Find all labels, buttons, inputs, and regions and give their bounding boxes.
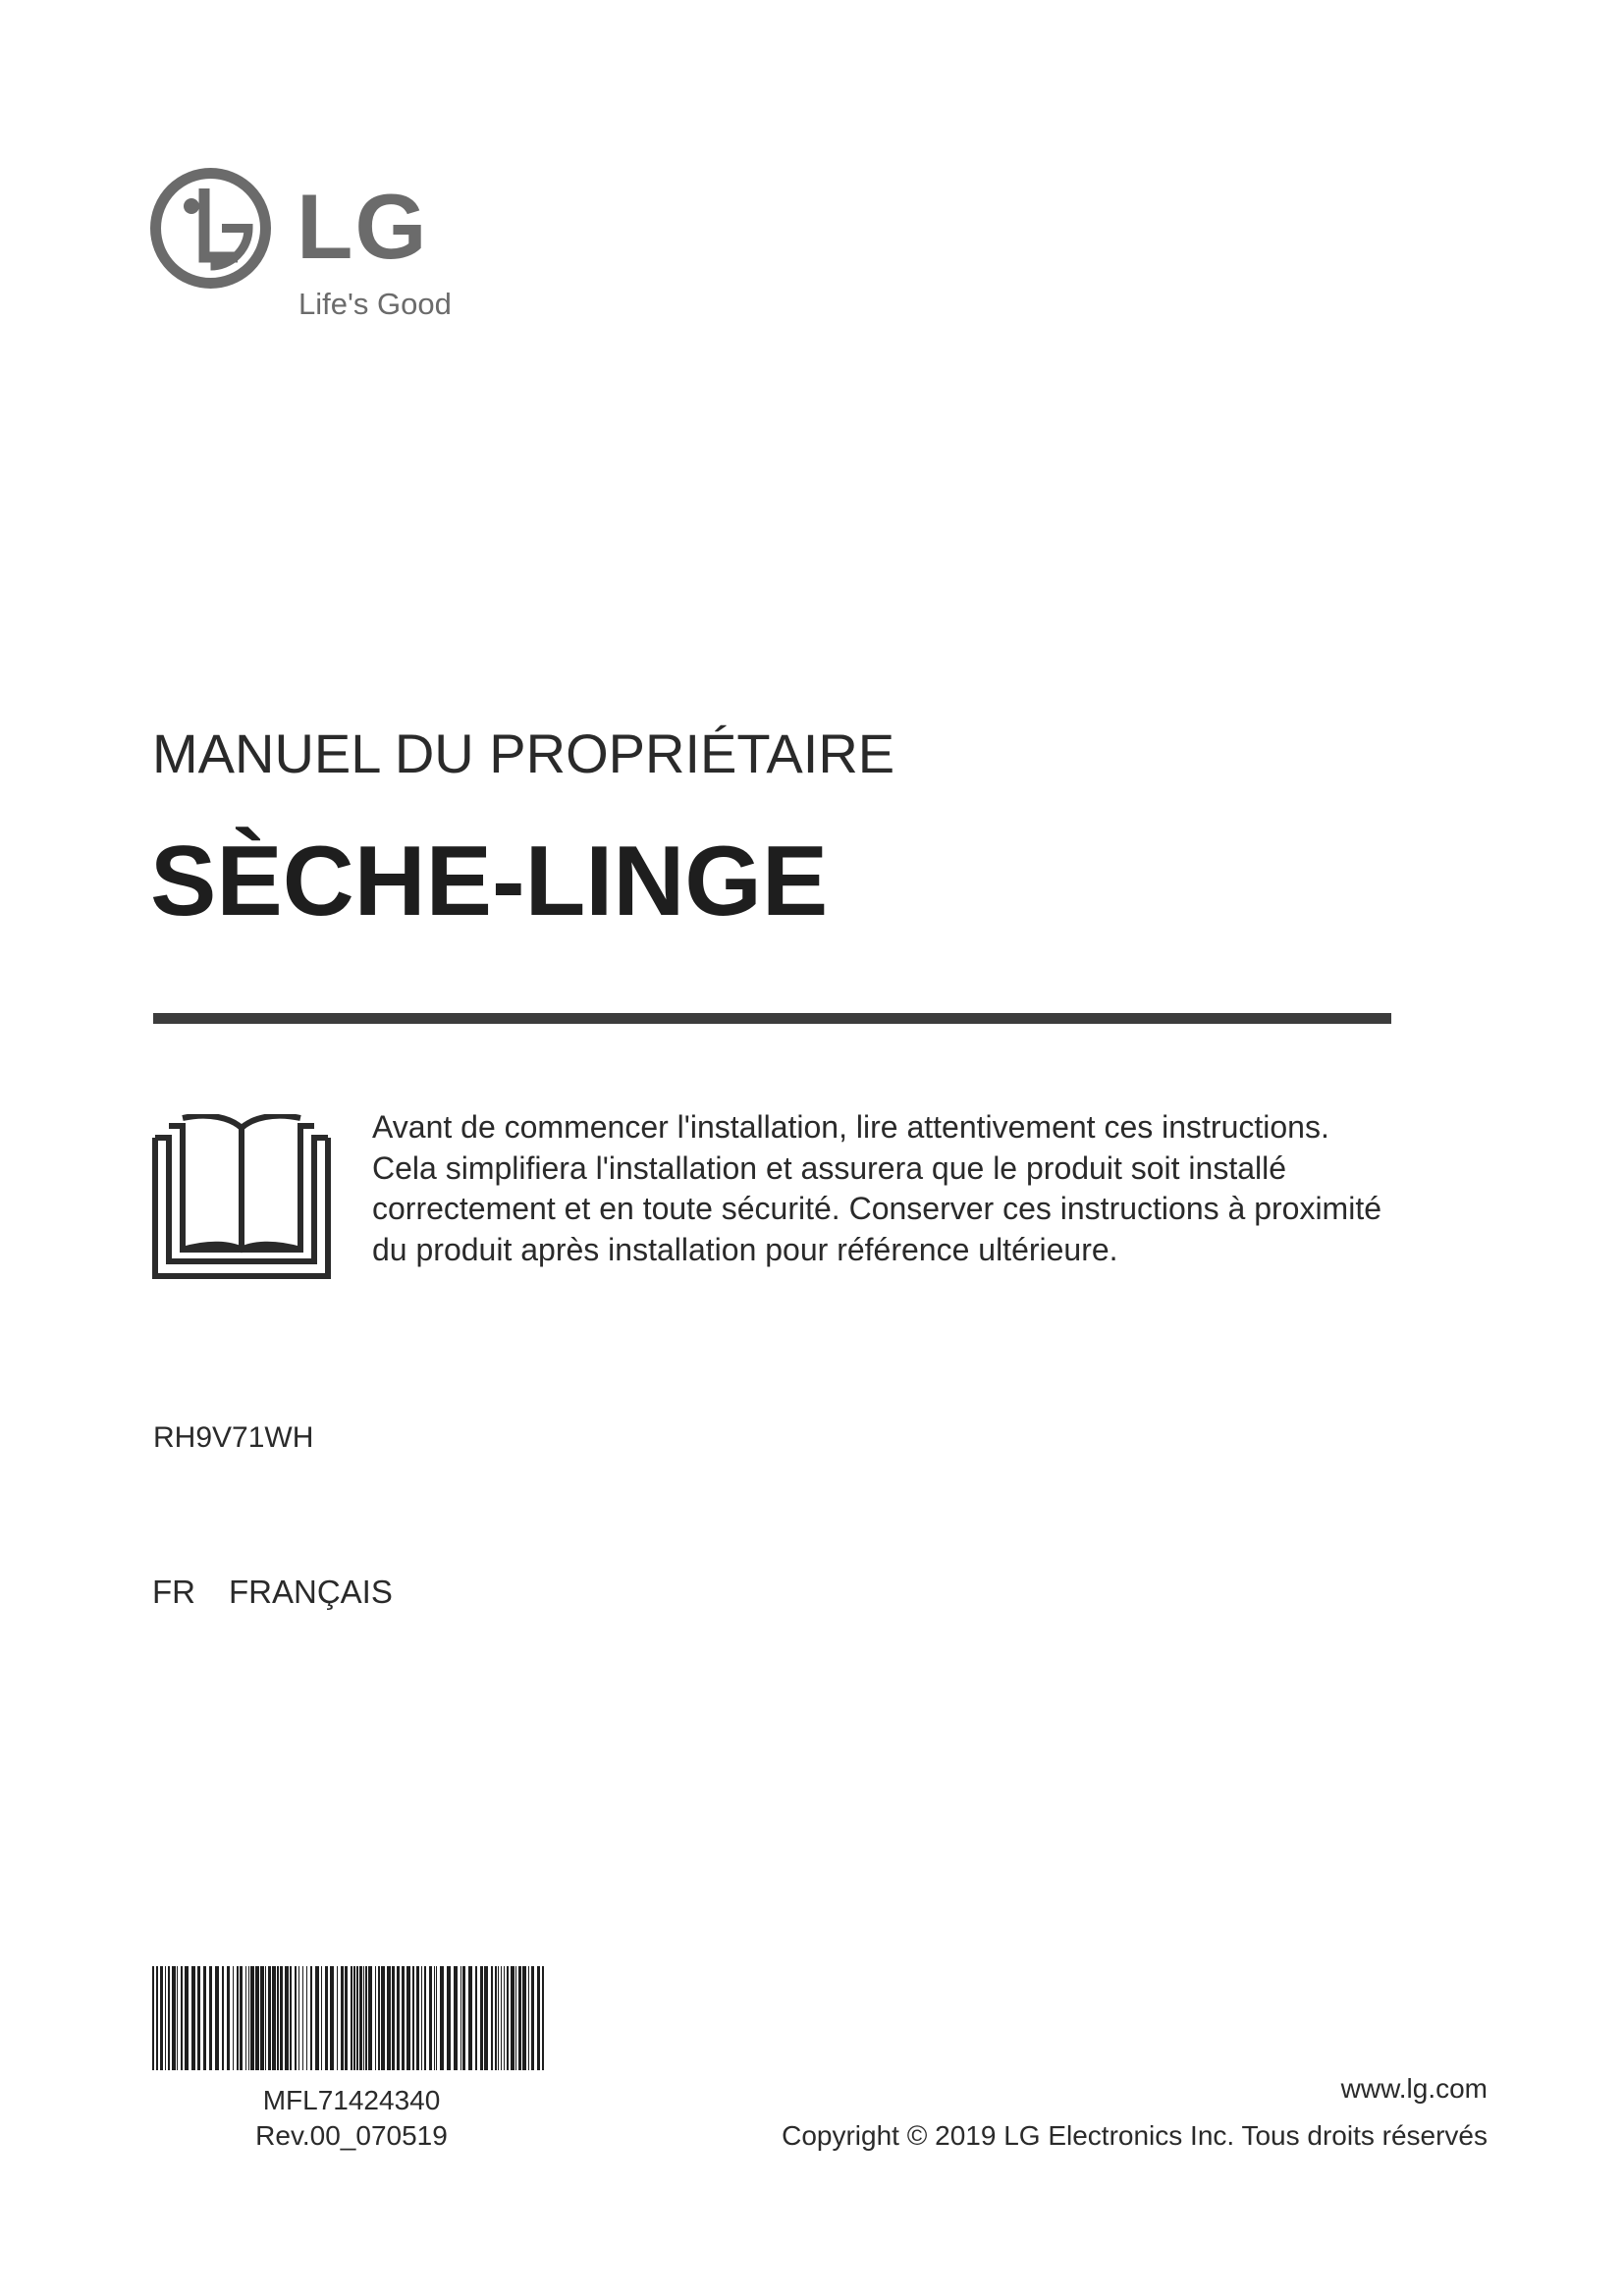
- barcode-bar: [387, 1966, 391, 2070]
- barcode-bar: [168, 1966, 170, 2070]
- barcode-bar: [177, 1966, 178, 2070]
- barcode-bar: [315, 1966, 319, 2070]
- barcode-bar: [537, 1966, 540, 2070]
- barcode-bar: [268, 1966, 271, 2070]
- barcode-bar: [298, 1966, 299, 2070]
- barcode-bar: [330, 1966, 334, 2070]
- barcode-bar: [353, 1966, 355, 2070]
- barcode-bar: [356, 1966, 358, 2070]
- intro-paragraph: [372, 1107, 1482, 1270]
- barcode-bar: [265, 1966, 266, 2070]
- barcode-bar: [504, 1966, 505, 2070]
- barcode-bar: [181, 1966, 183, 2070]
- barcode-bar: [209, 1966, 212, 2070]
- barcode-bar: [365, 1966, 367, 2070]
- barcode-bar: [215, 1966, 219, 2070]
- barcode-bar: [392, 1966, 395, 2070]
- barcode-bar: [191, 1966, 195, 2070]
- barcode-bar: [337, 1966, 338, 2070]
- barcode-bar: [160, 1966, 163, 2070]
- barcode-bar: [359, 1966, 362, 2070]
- barcode-bar: [436, 1966, 437, 2070]
- barcode-bar: [518, 1966, 521, 2070]
- title-divider: [153, 1013, 1391, 1024]
- barcode-bar: [233, 1966, 234, 2070]
- barcode-bar: [406, 1966, 410, 2070]
- intro-line: Cela simplifiera l'installation et assurera que le produit soit installé: [372, 1149, 1287, 1186]
- barcode-bar: [250, 1966, 254, 2070]
- barcode-bar: [345, 1966, 348, 2070]
- barcode-bar: [507, 1966, 509, 2070]
- barcode-bar: [172, 1966, 176, 2070]
- barcode-bar: [484, 1966, 488, 2070]
- barcode-bar: [222, 1966, 224, 2070]
- barcode-bar: [285, 1966, 289, 2070]
- part-number: MFL71424340: [262, 2085, 441, 2115]
- barcode-icon: [152, 1966, 547, 2070]
- model-number: RH9V71WH: [153, 1421, 314, 1454]
- barcode-bar: [381, 1966, 385, 2070]
- barcode-bar: [402, 1966, 405, 2070]
- revision-code: Rev.00_070519: [255, 2120, 448, 2151]
- barcode-bar: [227, 1966, 230, 2070]
- barcode-bar: [325, 1966, 328, 2070]
- lg-logo: [149, 167, 463, 329]
- intro-line: correctement et en toute sécurité. Conserver ces instructions à proximité: [372, 1191, 1381, 1226]
- barcode-bar: [447, 1966, 451, 2070]
- language-name: FRANÇAIS: [229, 1574, 393, 1610]
- barcode-bar: [412, 1966, 414, 2070]
- barcode-bar: [495, 1966, 497, 2070]
- barcode-bar: [368, 1966, 372, 2070]
- barcode-bar: [491, 1966, 493, 2070]
- barcode-bar: [462, 1966, 465, 2070]
- barcode-bar: [429, 1966, 432, 2070]
- barcode-bar: [498, 1966, 499, 2070]
- barcode-bar: [528, 1966, 529, 2070]
- barcode-bar: [341, 1966, 344, 2070]
- intro-line: Avant de commencer l'installation, lire attentivement ces instructions.: [372, 1109, 1329, 1145]
- barcode-bar: [440, 1966, 444, 2070]
- brand-tagline: Life's Good: [298, 287, 452, 321]
- barcode-bar: [434, 1966, 435, 2070]
- barcode-bar: [152, 1966, 154, 2070]
- barcode-bar: [421, 1966, 422, 2070]
- barcode-bar: [272, 1966, 276, 2070]
- barcode-bar: [245, 1966, 246, 2070]
- barcode-bar: [522, 1966, 526, 2070]
- barcode-bar: [260, 1966, 264, 2070]
- barcode-bar: [475, 1966, 477, 2070]
- barcode-bar: [511, 1966, 514, 2070]
- barcode-bar: [237, 1966, 239, 2070]
- barcode-bar: [480, 1966, 483, 2070]
- language-code: FR: [152, 1574, 195, 1610]
- lg-face-logo-icon: [149, 167, 272, 290]
- barcode-bar: [542, 1966, 544, 2070]
- intro-line: du produit après installation pour référence ultérieure.: [372, 1231, 1118, 1267]
- barcode-bar: [378, 1966, 380, 2070]
- barcode-bar: [375, 1966, 376, 2070]
- copyright-notice: Copyright © 2019 LG Electronics Inc. Tous droits réservés: [782, 2120, 1488, 2151]
- barcode-bar: [156, 1966, 158, 2070]
- product-title: SÈCHE-LINGE: [150, 827, 829, 936]
- barcode-bar: [310, 1966, 312, 2070]
- manual-title: MANUEL DU PROPRIÉTAIRE: [152, 722, 895, 784]
- open-book-icon: [152, 1114, 331, 1279]
- barcode-bar: [302, 1966, 303, 2070]
- barcode-bar: [531, 1966, 534, 2070]
- barcode-bar: [203, 1966, 206, 2070]
- barcode-bar: [515, 1966, 516, 2070]
- barcode-bar: [468, 1966, 472, 2070]
- barcode-bar: [165, 1966, 166, 2070]
- barcode-bar: [290, 1966, 292, 2070]
- barcode-bar: [306, 1966, 307, 2070]
- barcode-bar: [454, 1966, 458, 2070]
- barcode-bar: [280, 1966, 283, 2070]
- brand-wordmark: LG: [297, 175, 429, 278]
- barcode-bar: [321, 1966, 322, 2070]
- barcode-bar: [397, 1966, 400, 2070]
- barcode-bar: [240, 1966, 243, 2070]
- barcode-bar: [351, 1966, 352, 2070]
- barcode-bar: [197, 1966, 200, 2070]
- barcode-bar: [255, 1966, 259, 2070]
- barcode-bar: [248, 1966, 249, 2070]
- barcode-bar: [295, 1966, 297, 2070]
- barcode-bar: [416, 1966, 419, 2070]
- website-url: www.lg.com: [1340, 2073, 1488, 2104]
- barcode-bar: [277, 1966, 279, 2070]
- barcode-bar: [501, 1966, 502, 2070]
- barcode-bar: [460, 1966, 461, 2070]
- barcode-bar: [424, 1966, 426, 2070]
- barcode-bar: [363, 1966, 364, 2070]
- barcode-bar: [185, 1966, 189, 2070]
